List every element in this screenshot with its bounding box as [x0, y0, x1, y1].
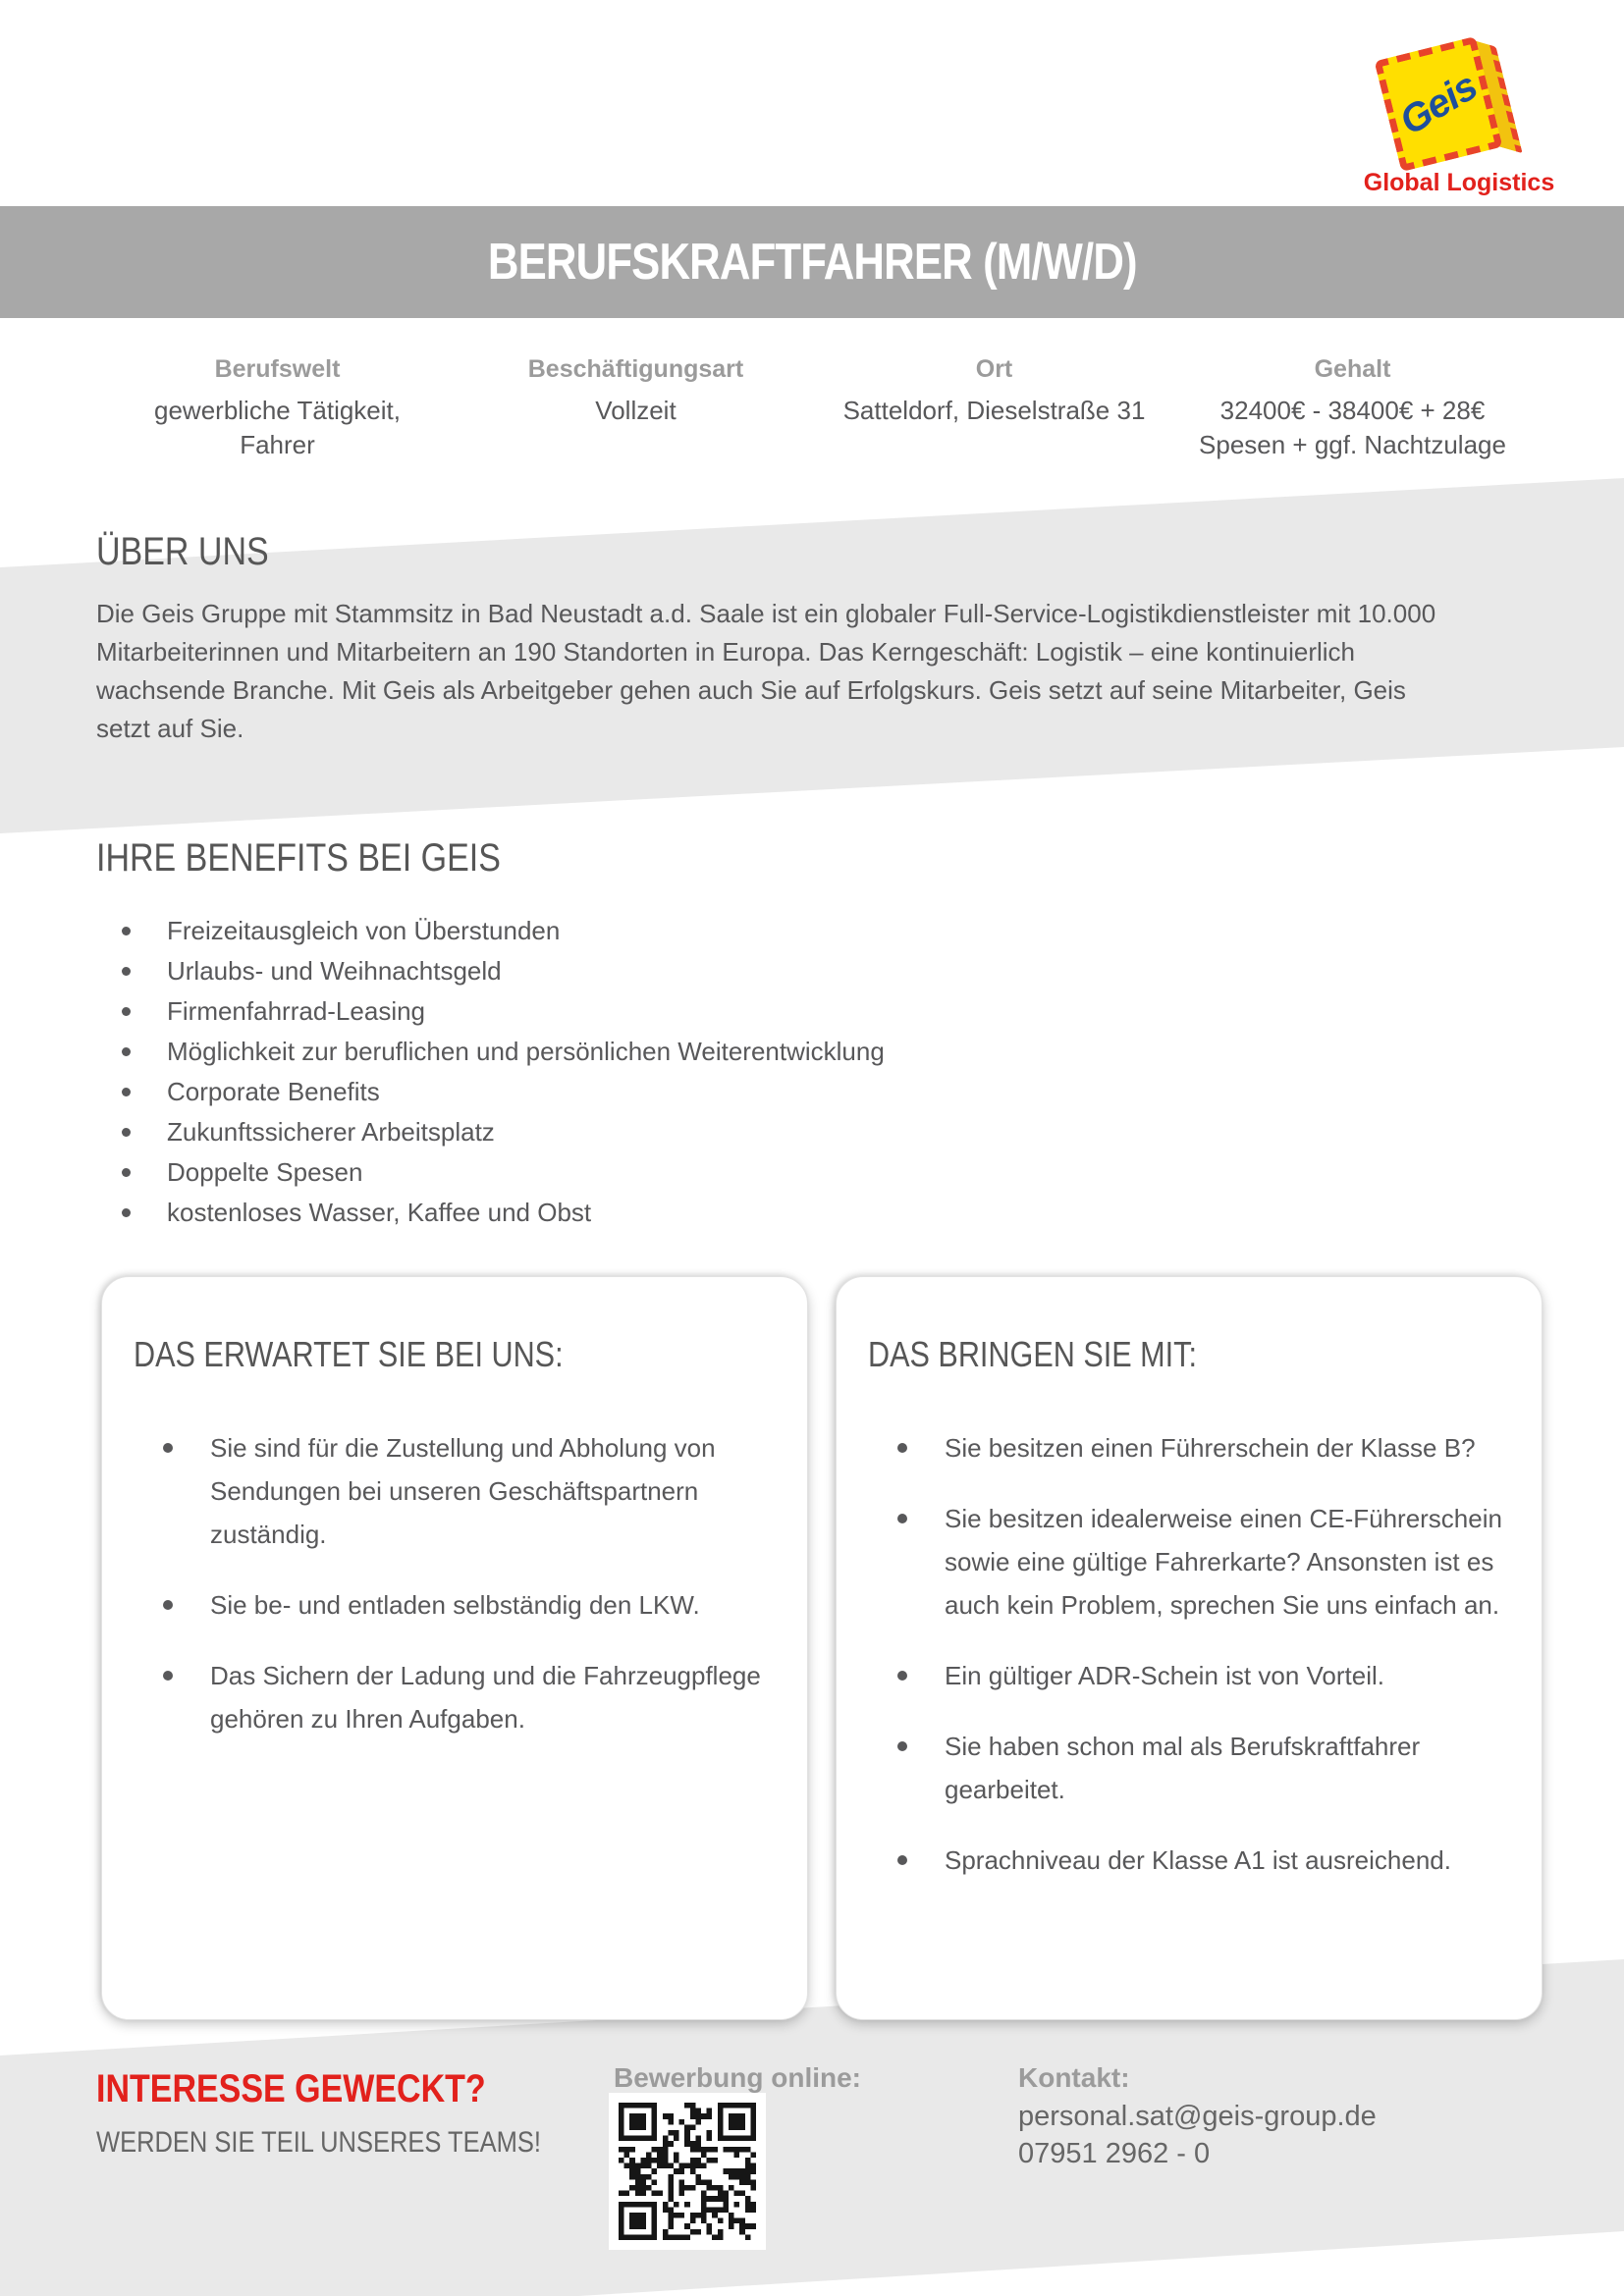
requirement-item: Sie haben schon mal als Berufskraftfahrer gearbeitet. [866, 1725, 1502, 1811]
meta-col-beschaeftigungsart [457, 355, 815, 462]
meta-value-line: Vollzeit [595, 396, 677, 425]
benefits-heading: IHRE BENEFITS BEI GEIS [96, 836, 501, 880]
qr-code-image [619, 2103, 756, 2240]
benefits-list [96, 911, 1373, 1233]
expectation-item: Sie be- und entladen selbständig den LKW. [132, 1583, 768, 1627]
meta-value-line: gewerbliche Tätigkeit, [154, 396, 401, 425]
benefit-item: Doppelte Spesen [96, 1152, 1373, 1193]
logo-tagline: Global Logistics [1363, 169, 1555, 196]
job-title-banner [0, 206, 1624, 318]
team-subheading: WERDEN SIE TEIL UNSERES TEAMS! [96, 2126, 541, 2159]
meta-col-berufswelt [98, 355, 457, 462]
team-subheading-wrap [96, 2126, 620, 2160]
expectation-item: Das Sichern der Ladung und die Fahrzeugpflege gehören zu Ihren Aufgaben. [132, 1654, 768, 1740]
benefit-item: Freizeitausgleich von Überstunden [96, 911, 1373, 951]
meta-label: Berufswelt [214, 355, 341, 383]
meta-label: Ort [975, 355, 1013, 383]
about-text: Die Geis Gruppe mit Stammsitz in Bad Neustadt a.d. Saale ist ein globaler Full-Service-Logistikdienstleister mit 10.000 Mitarbeiterinnen und Mitarbeitern an 190 Standorten in Europa. Das Kerngeschäft: Logistik – eine kontinuierlich wachsende Branche. Mit Geis als Arbeitgeber gehen auch Sie auf Erfolgskurs. Geis setzt auf seine Mitarbeiter, Geis setzt auf Sie. [96, 599, 1436, 743]
requirements-list [866, 1426, 1502, 1882]
interest-heading: INTERESSE GEWECKT? [96, 2067, 486, 2110]
meta-label: Beschäftigungsart [527, 355, 744, 383]
requirements-heading: DAS BRINGEN SIE MIT: [868, 1334, 1197, 1374]
expectations-list [132, 1426, 768, 1740]
requirements-card [836, 1276, 1543, 2020]
benefit-item: Möglichkeit zur beruflichen und persönlichen Weiterentwicklung [96, 1032, 1373, 1072]
contact-email: personal.sat@geis-group.de [1018, 2101, 1377, 2132]
apply-online-label: Bewerbung online: [614, 2062, 861, 2093]
benefit-item: kostenloses Wasser, Kaffee und Obst [96, 1193, 1373, 1233]
about-heading: ÜBER UNS [96, 530, 269, 573]
meta-value-line: Spesen + ggf. Nachtzulage [1199, 430, 1506, 459]
geis-wordmark: Geis [1391, 64, 1485, 143]
contact-label: Kontakt: [1018, 2062, 1130, 2093]
benefit-item: Firmenfahrrad-Leasing [96, 991, 1373, 1032]
requirement-item: Sie besitzen idealerweise einen CE-Führerschein sowie eine gültige Fahrerkarte? Ansonsten ist es auch kein Problem, sprechen Sie uns einfach an. [866, 1497, 1502, 1627]
meta-col-gehalt [1173, 355, 1532, 462]
meta-value-line: Satteldorf, Dieselstraße 31 [842, 396, 1146, 425]
meta-label: Gehalt [1314, 355, 1391, 383]
qr-code [609, 2093, 766, 2250]
meta-value-line: Fahrer [240, 430, 315, 459]
benefit-item: Urlaubs- und Weihnachtsgeld [96, 951, 1373, 991]
requirement-item: Sprachniveau der Klasse A1 ist ausreichend. [866, 1839, 1502, 1882]
meta-value-line: 32400€ - 38400€ + 28€ [1219, 396, 1486, 425]
job-title: BERUFSKRAFTFAHRER (M/W/D) [487, 234, 1137, 291]
expectation-item: Sie sind für die Zustellung und Abholung von Sendungen bei unseren Geschäftspartnern zuständig. [132, 1426, 768, 1556]
about-heading-wrap [96, 530, 299, 574]
requirement-item: Ein gültiger ADR-Schein ist von Vorteil. [866, 1654, 1502, 1697]
expectations-heading: DAS ERWARTET SIE BEI UNS: [134, 1334, 564, 1374]
geis-logo [1363, 35, 1555, 200]
meta-col-ort [815, 355, 1173, 462]
expectations-card [101, 1276, 808, 2020]
requirement-item: Sie besitzen einen Führerschein der Klasse B? [866, 1426, 1502, 1469]
benefit-item: Corporate Benefits [96, 1072, 1373, 1112]
contact-phone: 07951 2962 - 0 [1018, 2138, 1211, 2169]
parcel-icon [1375, 36, 1503, 172]
benefits-heading-wrap [96, 836, 572, 881]
benefit-item: Zukunftssicherer Arbeitsplatz [96, 1112, 1373, 1152]
interest-heading-wrap [96, 2067, 555, 2111]
meta-row [98, 355, 1532, 462]
